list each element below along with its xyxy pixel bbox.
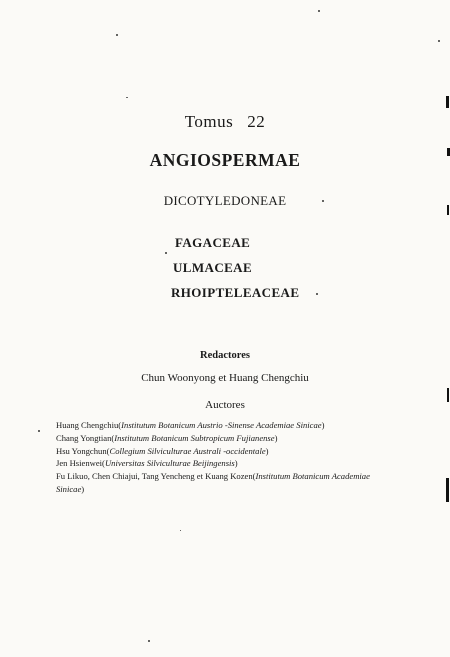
- scan-speck: [38, 430, 40, 432]
- scan-speck: [165, 252, 167, 254]
- auctor-close: ): [234, 458, 238, 469]
- auctor-entry-continuation: [56, 483, 426, 496]
- scan-speck: [318, 10, 320, 12]
- scan-speck: [316, 293, 318, 295]
- auctores-heading: Auctores: [205, 399, 245, 411]
- page-subtitle: DICOTYLEDONEAE: [163, 193, 287, 208]
- auctor-institution: Institutum Botanicum Austrio -Sinense Academiae Sinicae: [121, 420, 322, 430]
- auctor-institution: Universitas Silviculturae Beijingensis: [104, 458, 235, 469]
- auctor-institution: Institutum Botanicum Subtropicum Fujianense: [114, 432, 275, 443]
- auctor-close: ): [321, 420, 325, 430]
- auctor-name: Hsu Yongchun(: [56, 445, 110, 456]
- edge-mark: [447, 388, 449, 402]
- volume-number: 22: [247, 112, 266, 131]
- auctor-entry: [56, 419, 426, 432]
- auctor-name: Huang Chengchiu(: [56, 420, 122, 430]
- auctores-list: [56, 419, 426, 496]
- redactores-heading: Redactores: [200, 350, 250, 361]
- volume-label: Tomus: [184, 112, 234, 131]
- auctor-name: Chang Yongtian(: [56, 432, 115, 443]
- family-name: ULMACEAE: [173, 260, 253, 275]
- scan-speck: [116, 34, 118, 36]
- auctor-name: Fu Likuo, Chen Chiajui, Tang Yencheng et Kuang Kozen(: [56, 471, 256, 482]
- auctor-entry: [56, 457, 426, 470]
- auctor-institution: Institutum Botanicum Academiae: [255, 471, 370, 482]
- scan-speck: [322, 200, 324, 202]
- auctor-institution: Sinicae: [56, 483, 82, 494]
- family-name: RHOIPTELEACEAE: [171, 285, 300, 300]
- scan-speck: [126, 97, 128, 98]
- auctor-close: ): [81, 483, 85, 494]
- volume-heading: [0, 112, 450, 132]
- auctor-entry: [56, 470, 426, 483]
- edge-mark: [446, 478, 449, 502]
- auctor-close: ): [274, 432, 278, 443]
- auctor-entry: [56, 445, 426, 458]
- auctor-name: Jen Hsienwei(: [56, 458, 105, 469]
- auctor-entry: [56, 432, 426, 445]
- family-list: [171, 235, 299, 310]
- edge-mark: [446, 96, 449, 108]
- scan-speck: [438, 40, 440, 42]
- edge-mark: [447, 205, 449, 215]
- scan-speck: [180, 530, 181, 531]
- family-name: FAGACEAE: [175, 235, 251, 250]
- auctor-institution: Collegium Silviculturae Australi -occidentale: [109, 445, 266, 456]
- auctor-close: ): [265, 445, 269, 456]
- scan-speck: [148, 640, 150, 642]
- redactores-names: Chun Woonyong et Huang Chengchiu: [141, 372, 309, 384]
- page-title: ANGIOSPERMAE: [149, 150, 301, 170]
